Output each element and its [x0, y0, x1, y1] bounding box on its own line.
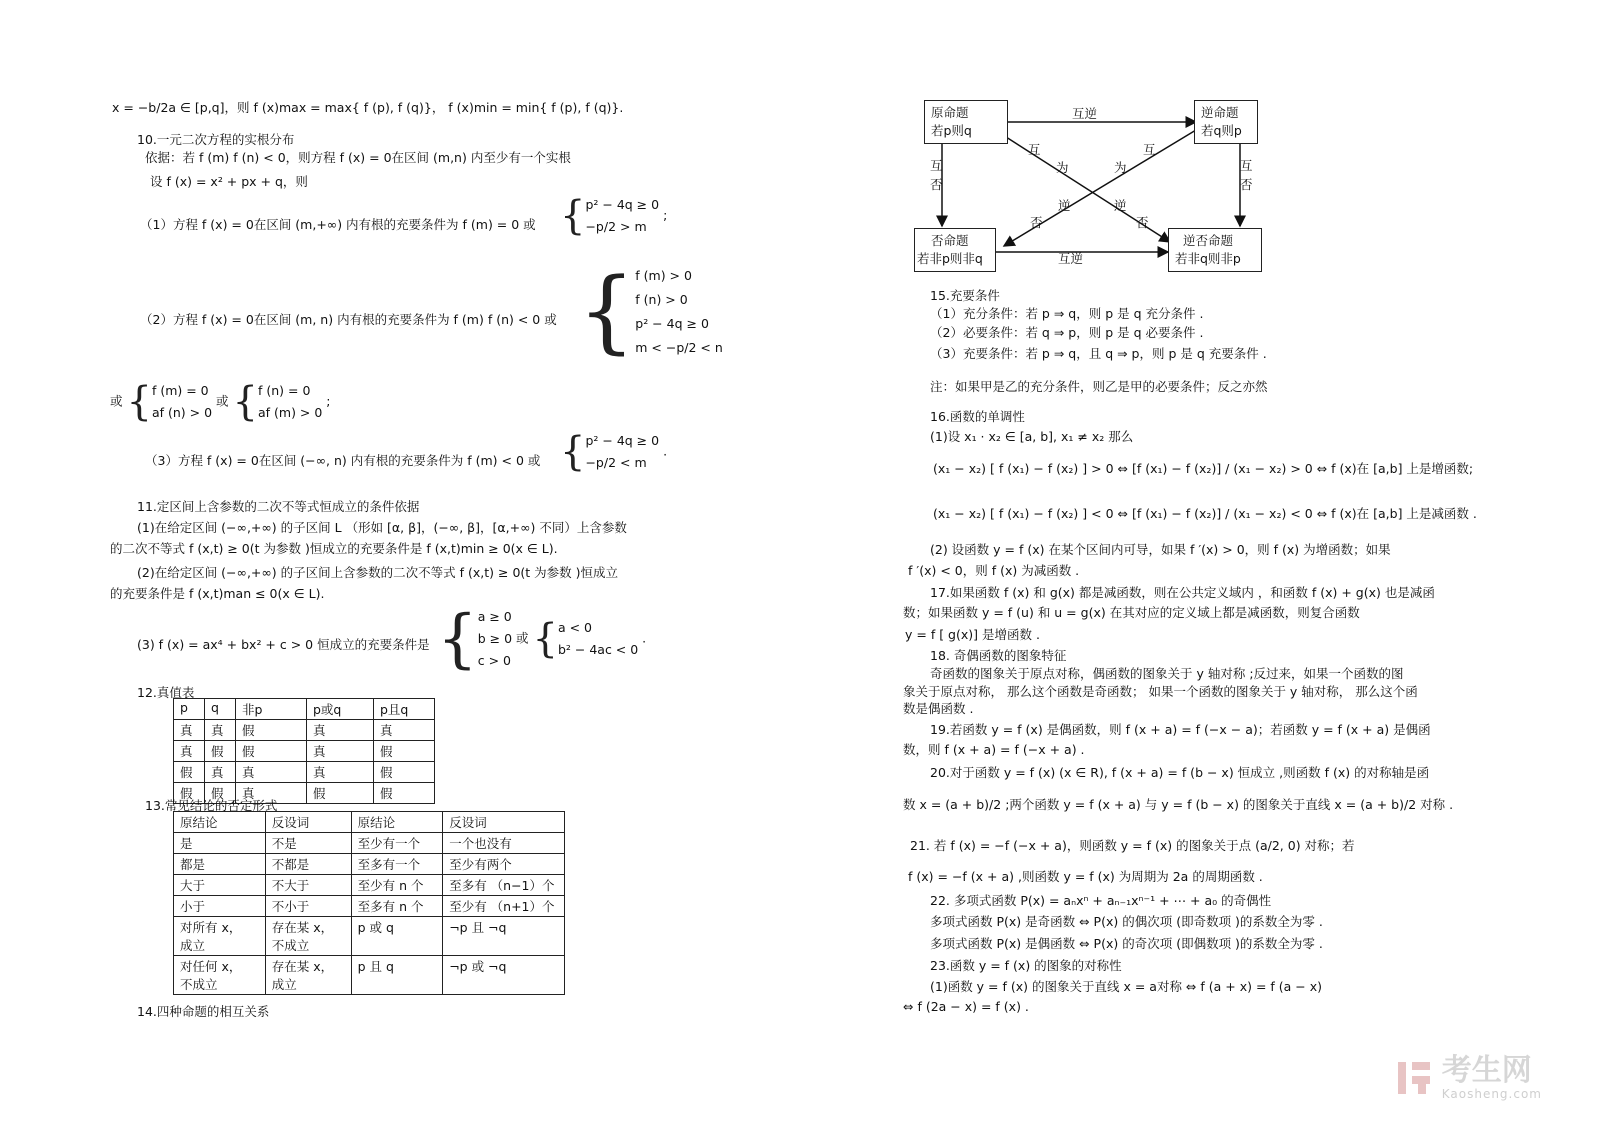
section-11-3-text: (3) f (x) = ax⁴ + bx² + c > 0 恒成立的充要条件是 — [137, 637, 430, 652]
negation-table-row — [174, 812, 565, 833]
box-inverse-sub: 若非p则非q — [917, 251, 983, 266]
or-sys1-cond-1: f (m) = 0 — [151, 383, 209, 398]
cross-label-2: 为 — [1056, 160, 1069, 175]
cross-label-8: 否 — [1136, 215, 1149, 230]
truth-table-cell: 假 — [307, 783, 374, 804]
truth-table-cell: 真 — [374, 720, 435, 741]
truth-table-cell: 假 — [236, 720, 307, 741]
or-word-mid: 或 — [216, 393, 229, 409]
section-18b: 象关于原点对称， 那么这个函数是奇函数； 如果一个函数的图象关于 y 轴对称， 那么这个函 — [903, 684, 1418, 699]
negation-table-cell: 不大于 — [265, 875, 351, 896]
section-17c: y = f [ g(x)] 是增函数 . — [905, 627, 1040, 642]
section-17a: 17.如果函数 f (x) 和 g(x) 都是减函数，则在公共定义域内 ，和函数 f (x) + g(x) 也是减函 — [930, 585, 1435, 600]
section-16-decreasing: (x₁ − x₂) [ f (x₁) − f (x₂) ] < 0 ⇔ [f (x₁) − f (x₂)] / (x₁ − x₂) < 0 ⇔ f (x)在 [a,b] 上是减函数 . — [933, 506, 1477, 521]
case-2-system: { f (m) > 0 f (n) > 0 p² − 4q ≥ 0 m < −p/2 < n — [578, 259, 723, 364]
box-inverse — [914, 228, 996, 272]
section-23-title: 23.函数 y = f (x) 的图象的对称性 — [930, 958, 1122, 973]
negation-table-cell: p 或 q — [351, 917, 443, 956]
negation-table-row — [174, 917, 565, 956]
box-converse-sub: 若q则p — [1201, 123, 1242, 138]
s11-3-sys1-cond-3: c > 0 — [477, 653, 511, 668]
section-10-set: 设 f (x) = x² + px + q，则 — [150, 174, 308, 189]
section-10-basis: 依据：若 f (m) f (n) < 0，则方程 f (x) = 0在区间 (m,n) 内至少有一个实根 — [145, 150, 571, 165]
negation-table-cell: 原结论 — [174, 812, 266, 833]
watermark-url: Kaosheng.com — [1441, 1087, 1542, 1101]
section-21a: 21. 若 f (x) = −f (−x + a)，则函数 y = f (x) 的图象关于点 (a/2, 0) 对称；若 — [910, 838, 1355, 853]
negation-table-row — [174, 875, 565, 896]
negation-table-cell: 至多有 n 个 — [351, 896, 443, 917]
section-11-2b: 的充要条件是 f (x,t)man ≤ 0(x ∈ L). — [110, 586, 325, 601]
truth-table-row — [174, 762, 435, 783]
section-15-3: （3）充要条件：若 p ⇒ q，且 q ⇒ p，则 p 是 q 充要条件 . — [930, 346, 1267, 361]
case-3-cond-2: −p/2 < m — [585, 455, 647, 470]
negation-table-cell: 小于 — [174, 896, 266, 917]
section-11-2a: (2)在给定区间 (−∞,+∞) 的子区间上含参数的二次不等式 f (x,t) ≥ 0(t 为参数 )恒成立 — [137, 565, 619, 580]
truth-table-cell: 真 — [307, 762, 374, 783]
section-10-title: 10.一元二次方程的实根分布 — [137, 132, 295, 147]
truth-table-cell: 真 — [236, 762, 307, 783]
negation-table-cell: 不是 — [265, 833, 351, 854]
truth-table — [173, 698, 435, 804]
section-18a: 奇函数的图象关于原点对称，偶函数的图象关于 y 轴对称 ;反过来，如果一个函数的图 — [930, 666, 1404, 681]
truth-table-cell: q — [205, 699, 236, 720]
truth-table-row — [174, 720, 435, 741]
cross-label-7: 逆 — [1114, 198, 1127, 213]
section-22b: 多项式函数 P(x) 是偶函数 ⇔ P(x) 的奇次项 (即偶数项 )的系数全为零 . — [930, 936, 1323, 951]
s11-3-sys1-cond-2: b ≥ 0 — [477, 631, 513, 646]
truth-table-cell: 真 — [307, 741, 374, 762]
section-15-2: （2）必要条件：若 q ⇒ p，则 p 是 q 必要条件 . — [930, 325, 1204, 340]
negation-table-cell: 至少有一个 — [351, 833, 443, 854]
case-2-cond-2: f (n) > 0 — [635, 292, 688, 307]
watermark — [1394, 1055, 1542, 1101]
cross-label-1: 互 — [1028, 142, 1041, 157]
negation-table-cell: 至少有两个 — [443, 854, 565, 875]
negation-table-row — [174, 854, 565, 875]
formula-line: x = −b/2a ∈ [p,q]，则 f (x)max = max{ f (p), f (q)}， f (x)min = min{ f (p), f (q)}. — [112, 100, 624, 115]
negation-table-cell: 反设词 — [265, 812, 351, 833]
section-15-1: （1）充分条件：若 p ⇒ q，则 p 是 q 充分条件 . — [930, 306, 1204, 321]
section-16-title: 16.函数的单调性 — [930, 409, 1025, 424]
or-sys2-cond-2: af (m) > 0 — [257, 405, 323, 420]
box-contrapositive — [1168, 228, 1262, 272]
truth-table-cell: 假 — [205, 741, 236, 762]
cross-label-3: 逆 — [1058, 198, 1071, 213]
truth-table-cell: p且q — [374, 699, 435, 720]
section-11-title: 11.定区间上含参数的二次不等式恒成立的条件依据 — [137, 499, 420, 514]
case-2-cond-3: p² − 4q ≥ 0 — [635, 316, 709, 331]
case-3-system: { p² − 4q ≥ 0 −p/2 < m . — [560, 429, 668, 475]
section-18-title: 18. 奇偶函数的图象特征 — [930, 648, 1067, 663]
truth-table-cell: 假 — [236, 741, 307, 762]
negation-table — [173, 811, 565, 995]
section-20a: 20.对于函数 y = f (x) (x ∈ R), f (x + a) = f (b − x) 恒成立 ,则函数 f (x) 的对称轴是函 — [930, 765, 1430, 780]
truth-table-cell: p — [174, 699, 205, 720]
section-11-3-systems: { a ≥ 0 b ≥ 0 c > 0 或 { a < 0 b² − 4ac < 0 . — [437, 602, 647, 676]
truth-table-cell: 假 — [374, 762, 435, 783]
cross-label-4: 否 — [1030, 215, 1043, 230]
section-19b: 数，则 f (x + a) = f (−x + a) . — [903, 742, 1085, 757]
section-20b: 数 x = (a + b)/2 ;两个函数 y = f (x + a) 与 y = f (b − x) 的图象关于直线 x = (a + b)/2 对称 . — [903, 797, 1454, 812]
negation-table-cell: 至多有一个 — [351, 854, 443, 875]
truth-table-cell: 假 — [374, 783, 435, 804]
label-top: 互逆 — [1072, 106, 1098, 121]
negation-table-row — [174, 956, 565, 995]
section-21b: f (x) = −f (x + a) ,则函数 y = f (x) 为周期为 2a 的周期函数 . — [908, 869, 1263, 884]
watermark-brand: 考生网 — [1441, 1053, 1532, 1088]
truth-table-cell: 假 — [205, 783, 236, 804]
section-15-note: 注：如果甲是乙的充分条件，则乙是甲的必要条件；反之亦然 — [930, 379, 1268, 394]
negation-table-cell: 不小于 — [265, 896, 351, 917]
section-16-1: (1)设 x₁ · x₂ ∈ [a, b], x₁ ≠ x₂ 那么 — [930, 429, 1134, 444]
section-22a: 多项式函数 P(x) 是奇函数 ⇔ P(x) 的偶次项 (即奇数项 )的系数全为零 . — [930, 914, 1323, 929]
case-1-cond-1: p² − 4q ≥ 0 — [585, 197, 660, 212]
case-3-text: （3）方程 f (x) = 0在区间 (−∞, n) 内有根的充要条件为 f (m) < 0 或 — [145, 453, 541, 468]
truth-table-cell: 真 — [205, 762, 236, 783]
case-1-system: { p² − 4q ≥ 0 −p/2 > m ; — [560, 193, 668, 239]
negation-table-cell: 至少有 （n+1）个 — [443, 896, 565, 917]
negation-table-cell: 都是 — [174, 854, 266, 875]
negation-table-cell: 对所有 x， 成立 — [174, 917, 266, 956]
truth-table-cell: 真 — [205, 720, 236, 741]
label-right: 互 否 — [1240, 158, 1253, 192]
truth-table-cell: p或q — [307, 699, 374, 720]
box-original — [924, 100, 1008, 144]
negation-table-row — [174, 833, 565, 854]
truth-table-cell: 真 — [174, 720, 205, 741]
truth-table-cell: 假 — [174, 762, 205, 783]
or-sys1-cond-2: af (n) > 0 — [151, 405, 213, 420]
section-15-title: 15.充要条件 — [930, 288, 1000, 303]
section-16-2b: f ′(x) < 0，则 f (x) 为减函数 . — [908, 563, 1080, 578]
negation-table-cell: 是 — [174, 833, 266, 854]
cross-label-5: 互 — [1143, 142, 1156, 157]
box-original-sub: 若p则q — [931, 123, 972, 138]
box-inverse-title: 否命题 — [931, 233, 969, 248]
box-contrapositive-title: 逆否命题 — [1183, 233, 1234, 248]
s11-3-or: 或 — [516, 630, 529, 646]
negation-table-cell: 反设词 — [443, 812, 565, 833]
negation-table-cell: 存在某 x， 不成立 — [265, 917, 351, 956]
negation-table-cell: 至少有 n 个 — [351, 875, 443, 896]
section-12-title: 12.真值表 — [137, 685, 195, 700]
truth-table-cell: 真 — [236, 783, 307, 804]
box-converse — [1194, 100, 1258, 144]
s11-3-sys2-cond-1: a < 0 — [557, 620, 593, 635]
or-sys2-cond-1: f (n) = 0 — [257, 383, 311, 398]
case-2-text: （2）方程 f (x) = 0在区间 (m, n) 内有根的充要条件为 f (m) f (n) < 0 或 — [140, 312, 557, 327]
watermark-logo-icon — [1394, 1058, 1434, 1098]
truth-table-cell: 真 — [174, 741, 205, 762]
section-17b: 数；如果函数 y = f (u) 和 u = g(x) 在其对应的定义域上都是减函数，则复合函数 — [903, 605, 1360, 620]
truth-table-row — [174, 741, 435, 762]
negation-table-cell: 原结论 — [351, 812, 443, 833]
box-original-title: 原命题 — [931, 105, 969, 120]
negation-table-cell: 至多有 （n−1）个 — [443, 875, 565, 896]
negation-table-cell: 存在某 x， 成立 — [265, 956, 351, 995]
negation-table-cell: ¬p 且 ¬q — [443, 917, 565, 956]
section-14-title: 14.四种命题的相互关系 — [137, 1004, 270, 1019]
negation-table-cell: 大于 — [174, 875, 266, 896]
negation-table-cell: 不都是 — [265, 854, 351, 875]
case-3-cond-1: p² − 4q ≥ 0 — [585, 433, 660, 448]
box-converse-title: 逆命题 — [1201, 105, 1239, 120]
negation-table-row — [174, 896, 565, 917]
section-23a: (1)函数 y = f (x) 的图象关于直线 x = a对称 ⇔ f (a + x) = f (a − x) — [930, 979, 1322, 994]
right-page — [800, 0, 1600, 1129]
box-contrapositive-sub: 若非q则非p — [1175, 251, 1241, 266]
case-1-cond-2: −p/2 > m — [585, 219, 647, 234]
section-16-increasing: (x₁ − x₂) [ f (x₁) − f (x₂) ] > 0 ⇔ [f (x₁) − f (x₂)] / (x₁ − x₂) > 0 ⇔ f (x)在 [a,b] 上是增函数; — [933, 461, 1474, 476]
section-16-2a: (2) 设函数 y = f (x) 在某个区间内可导，如果 f ′(x) > 0，则 f (x) 为增函数；如果 — [930, 542, 1391, 557]
section-11-1b: 的二次不等式 f (x,t) ≥ 0(t 为参数 )恒成立的充要条件是 f (x,t)min ≥ 0(x ∈ L). — [110, 541, 558, 556]
section-11-1a: (1)在给定区间 (−∞,+∞) 的子区间 L （形如 [α, β]，(−∞, β]，[α,+∞) 不同）上含参数 — [137, 520, 627, 535]
case-2-cond-1: f (m) > 0 — [635, 268, 692, 283]
s11-3-sys1-cond-1: a ≥ 0 — [477, 609, 512, 624]
label-bottom: 互逆 — [1058, 251, 1084, 266]
case-2-cond-4: m < −p/2 < n — [635, 340, 723, 355]
truth-table-cell: 假 — [374, 741, 435, 762]
case-1-text: （1）方程 f (x) = 0在区间 (m,+∞) 内有根的充要条件为 f (m) = 0 或 — [140, 217, 536, 232]
s11-3-sys2-cond-2: b² − 4ac < 0 — [557, 642, 639, 657]
section-13-title: 13.常见结论的否定形式 — [145, 798, 278, 813]
truth-table-cell: 假 — [174, 783, 205, 804]
or-word: 或 — [110, 393, 123, 409]
negation-table-cell: p 且 q — [351, 956, 443, 995]
truth-table-cell: 真 — [307, 720, 374, 741]
negation-table-cell: 对任何 x， 不成立 — [174, 956, 266, 995]
section-22-title: 22. 多项式函数 P(x) = aₙxⁿ + aₙ₋₁xⁿ⁻¹ + ⋯ + a₀ 的奇偶性 — [930, 893, 1272, 908]
label-left: 互 否 — [930, 158, 943, 192]
section-23b: ⇔ f (2a − x) = f (x) . — [903, 999, 1029, 1014]
truth-table-row — [174, 699, 435, 720]
section-19a: 19.若函数 y = f (x) 是偶函数，则 f (x + a) = f (−x − a)；若函数 y = f (x + a) 是偶函 — [930, 722, 1431, 737]
negation-table-cell: 一个也没有 — [443, 833, 565, 854]
cross-label-6: 为 — [1114, 160, 1127, 175]
or-systems: 或 { f (m) = 0 af (n) > 0 或 { f (n) = 0 af (m) > 0 ; — [110, 379, 331, 425]
truth-table-cell: 非p — [236, 699, 307, 720]
section-18c: 数是偶函数 . — [903, 701, 974, 716]
negation-table-cell: ¬p 或 ¬q — [443, 956, 565, 995]
